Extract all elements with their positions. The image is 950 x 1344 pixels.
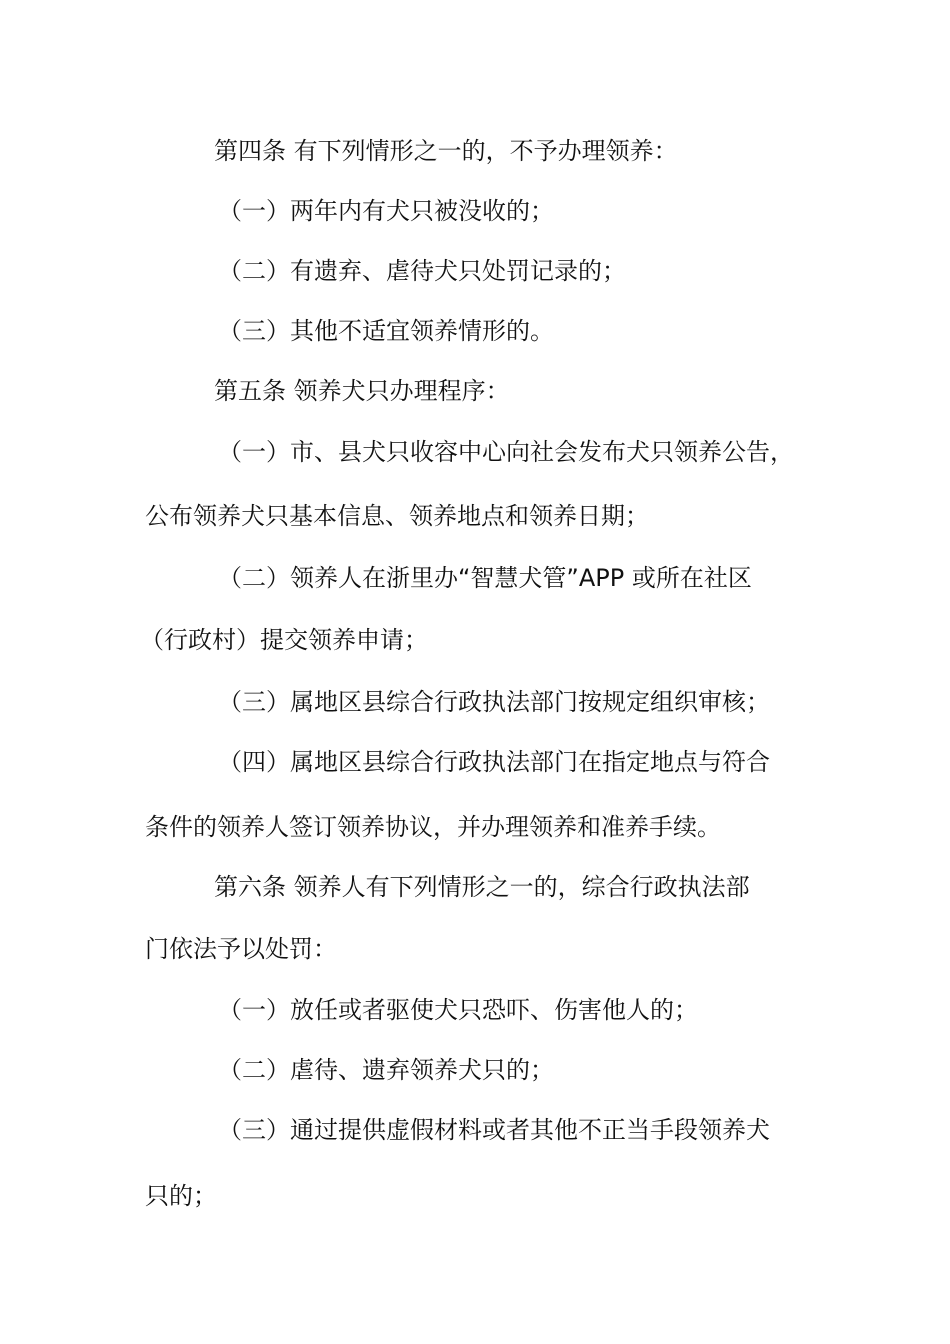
article-6-heading-line-2: 门依法予以处罚： xyxy=(145,935,337,963)
article-4-item-2: （二）有遗弃、虐待犬只处罚记录的； xyxy=(218,257,626,285)
article-4-heading: 第四条 有下列情形之一的，不予办理领养： xyxy=(214,137,678,165)
article-5-item-1-line-1: （一）市、县犬只收容中心向社会发布犬只领养公告， xyxy=(218,438,794,466)
article-5-item-3: （三）属地区县综合行政执法部门按规定组织审核； xyxy=(218,688,770,716)
article-5-item-2-line-1: （二）领养人在浙里办“智慧犬管”APP 或所在社区 xyxy=(218,564,752,592)
article-6-item-3-line-2: 只的； xyxy=(145,1182,217,1210)
article-6-item-3-line-1: （三）通过提供虚假材料或者其他不正当手段领养犬 xyxy=(218,1116,770,1144)
article-5-item-4-line-1: （四）属地区县综合行政执法部门在指定地点与符合 xyxy=(218,748,770,776)
article-6-item-2: （二）虐待、遗弃领养犬只的； xyxy=(218,1056,554,1084)
article-6-heading-line-1: 第六条 领养人有下列情形之一的，综合行政执法部 xyxy=(214,873,750,901)
article-5-heading: 第五条 领养犬只办理程序： xyxy=(214,377,510,405)
article-5-item-2-line-2: （行政村）提交领养申请； xyxy=(140,626,428,654)
article-6-item-1: （一）放任或者驱使犬只恐吓、伤害他人的； xyxy=(218,996,698,1024)
article-5-item-1-line-2: 公布领养犬只基本信息、领养地点和领养日期； xyxy=(145,502,649,530)
article-4-item-1: （一）两年内有犬只被没收的； xyxy=(218,197,554,225)
article-4-item-3: （三）其他不适宜领养情形的。 xyxy=(218,317,554,345)
article-5-item-4-line-2: 条件的领养人签订领养协议，并办理领养和准养手续。 xyxy=(145,813,721,841)
